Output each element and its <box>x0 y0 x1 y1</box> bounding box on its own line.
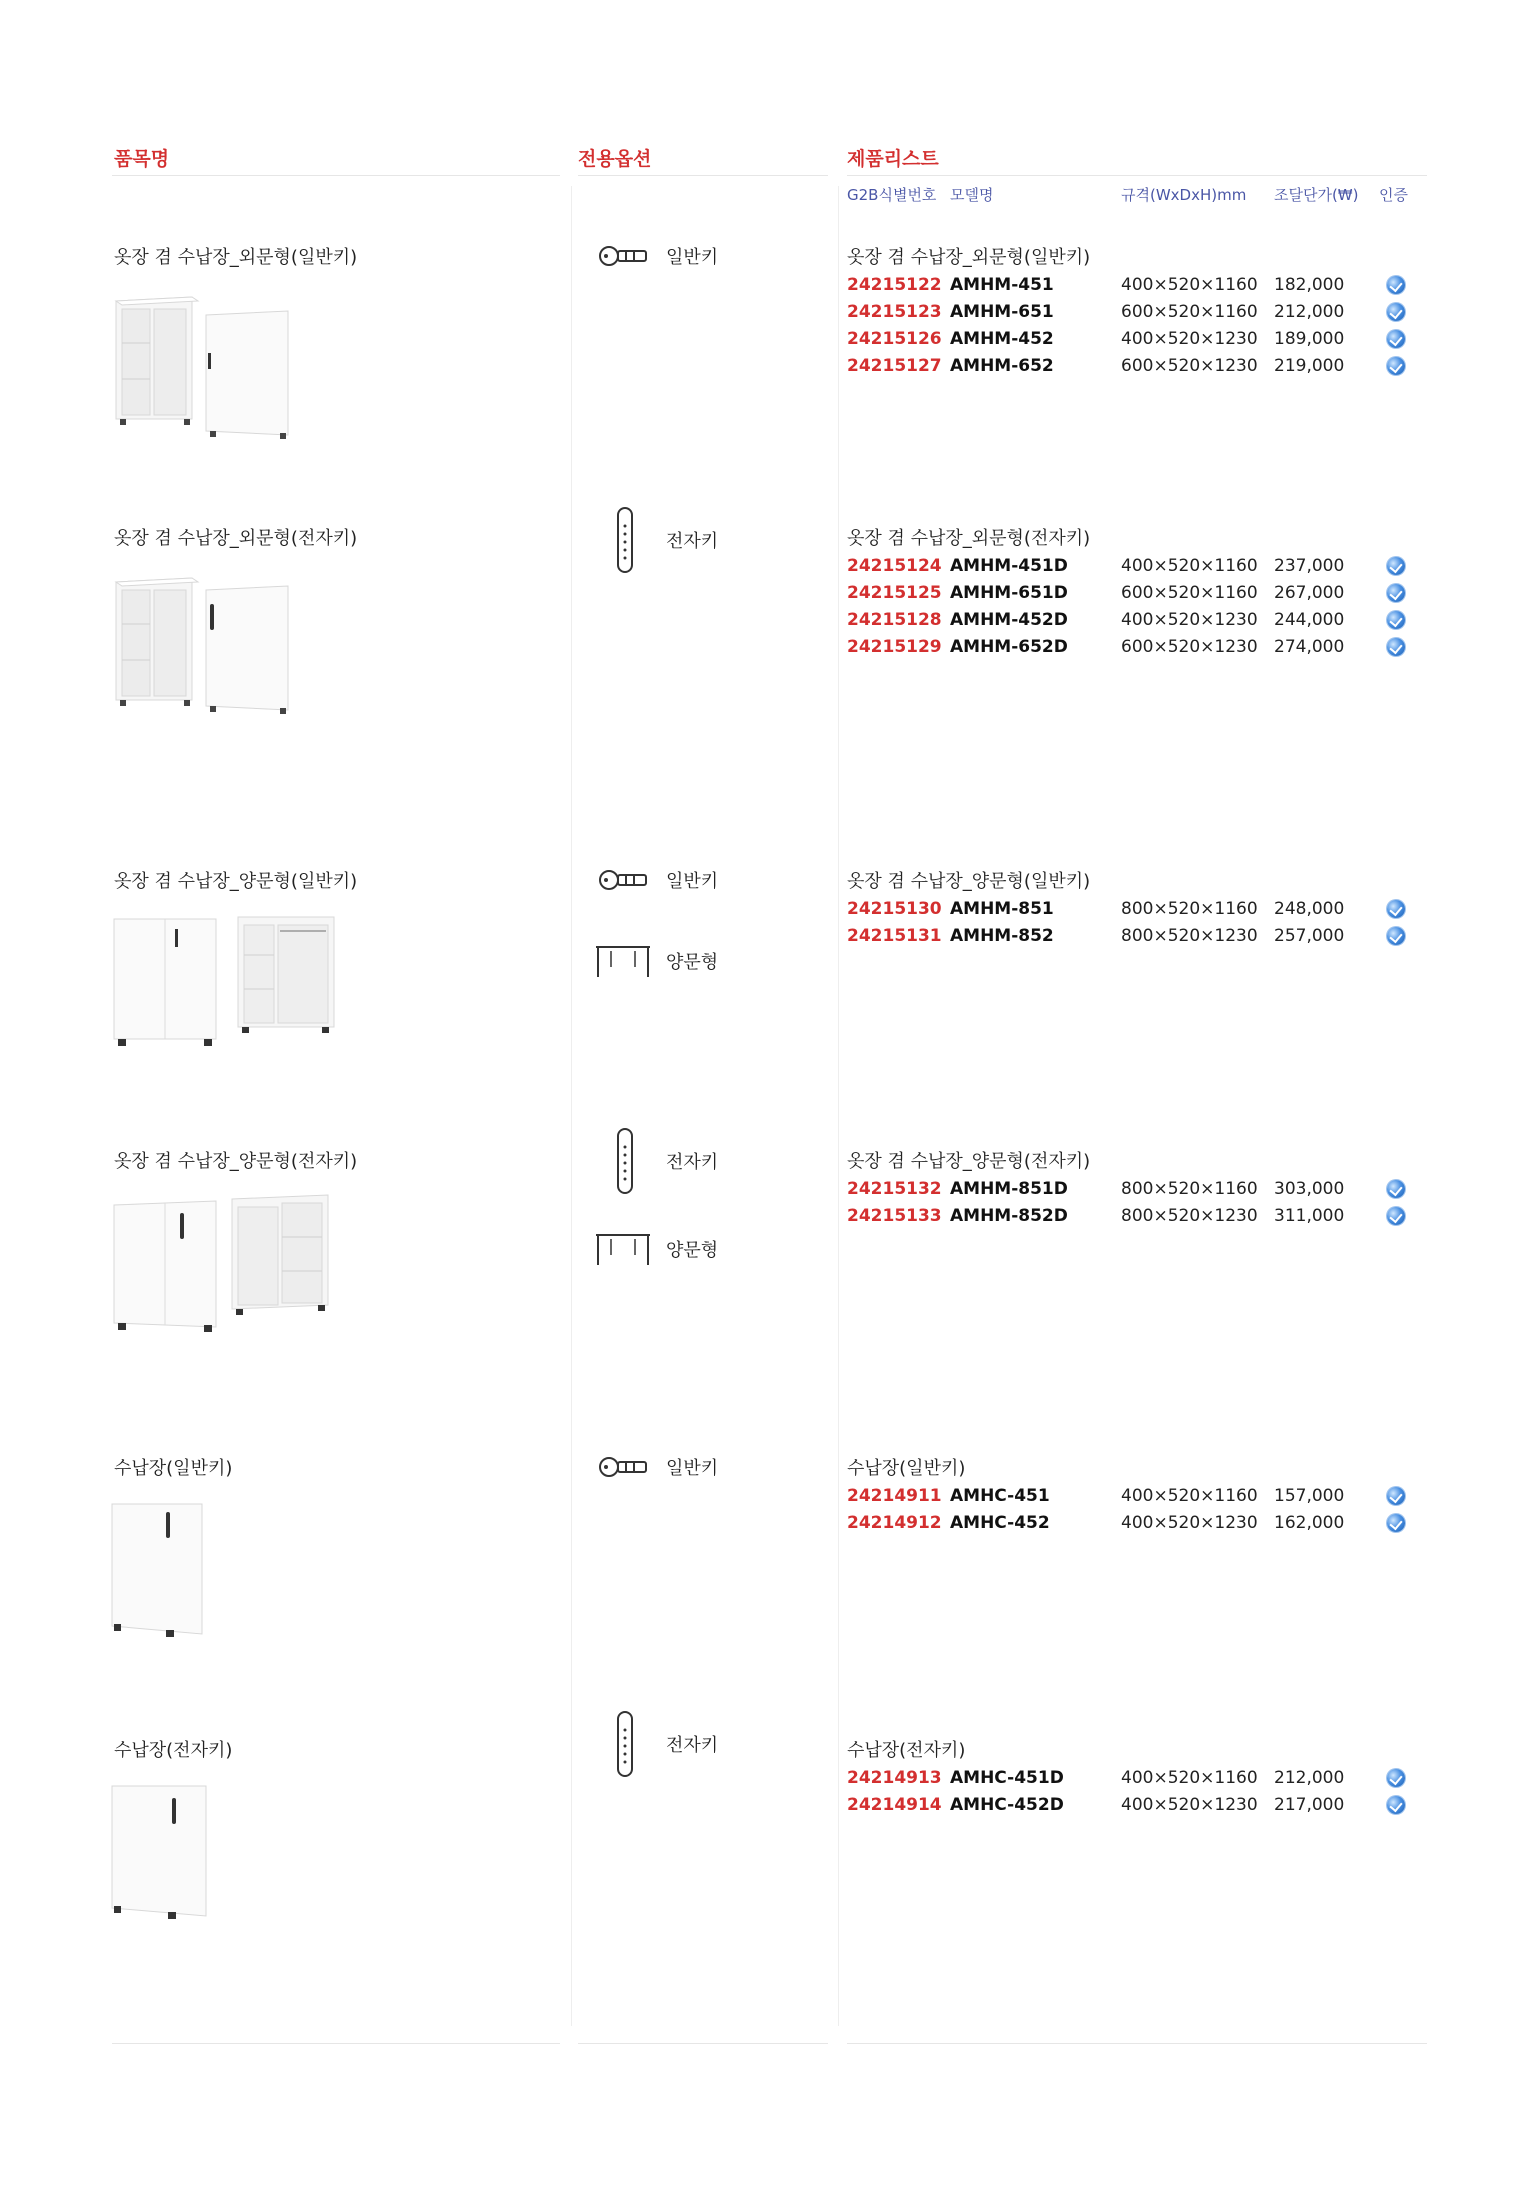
g2b-code: 24215128 <box>847 610 942 630</box>
table-row <box>847 1179 1427 1206</box>
model-number: AMHM-852D <box>950 1206 1068 1226</box>
model-number: AMHC-452 <box>950 1513 1050 1533</box>
model-number: AMHC-452D <box>950 1795 1064 1815</box>
model-number: AMHM-651 <box>950 302 1054 322</box>
table-row <box>847 610 1427 637</box>
option-label: 일반키 <box>666 1458 719 1479</box>
double-door-icon <box>594 943 652 979</box>
model-number: AMHM-452 <box>950 329 1054 349</box>
model-number: AMHM-651D <box>950 583 1068 603</box>
product-image <box>108 907 348 1057</box>
product-name: 옷장 겸 수납장_외문형(일반키) <box>114 247 358 268</box>
product-image <box>108 1494 218 1644</box>
price: 274,000 <box>1274 637 1345 657</box>
spec: 400×520×1160 <box>1121 556 1258 576</box>
product-name: 수납장(전자키) <box>114 1740 233 1761</box>
g2b-code: 24215126 <box>847 329 942 349</box>
spec: 800×520×1160 <box>1121 899 1258 919</box>
certification-badge-icon <box>1387 1487 1405 1505</box>
header-divider <box>847 175 1427 176</box>
col-header-g2b: G2B식별번호 <box>847 186 937 204</box>
digital-lock-icon <box>612 1125 638 1197</box>
product-image <box>108 283 298 443</box>
product-name: 옷장 겸 수납장_외문형(전자키) <box>114 528 358 549</box>
footer-divider <box>578 2043 828 2044</box>
certification-badge-icon <box>1387 1514 1405 1532</box>
table-row <box>847 302 1427 329</box>
option-label: 양문형 <box>666 952 719 973</box>
price: 217,000 <box>1274 1795 1345 1815</box>
spec: 600×520×1160 <box>1121 302 1258 322</box>
column-divider <box>838 186 839 2026</box>
g2b-code: 24214911 <box>847 1486 942 1506</box>
table-row <box>847 275 1427 302</box>
option-label: 전자키 <box>666 531 719 552</box>
g2b-code: 24215133 <box>847 1206 942 1226</box>
model-number: AMHM-452D <box>950 610 1068 630</box>
spec: 400×520×1230 <box>1121 1795 1258 1815</box>
product-image <box>108 564 298 724</box>
g2b-code: 24215131 <box>847 926 942 946</box>
certification-badge-icon <box>1387 303 1405 321</box>
header-options: 전용옵션 <box>578 148 652 170</box>
g2b-code: 24215132 <box>847 1179 942 1199</box>
key-icon <box>598 868 652 892</box>
spec: 400×520×1230 <box>1121 329 1258 349</box>
table-row <box>847 356 1427 383</box>
option-label: 양문형 <box>666 1240 719 1261</box>
col-header-price: 조달단가(₩) <box>1274 186 1359 204</box>
price: 248,000 <box>1274 899 1345 919</box>
option-label: 일반키 <box>666 247 719 268</box>
price: 219,000 <box>1274 356 1345 376</box>
certification-badge-icon <box>1387 330 1405 348</box>
g2b-code: 24214913 <box>847 1768 942 1788</box>
option-item <box>612 1125 718 1197</box>
model-number: AMHM-851 <box>950 899 1054 919</box>
price: 244,000 <box>1274 610 1345 630</box>
g2b-code: 24215127 <box>847 356 942 376</box>
option-label: 전자키 <box>666 1735 719 1756</box>
table-row <box>847 1206 1427 1233</box>
certification-badge-icon <box>1387 900 1405 918</box>
column-divider <box>571 186 572 2026</box>
product-list-title: 수납장(일반키) <box>847 1458 966 1479</box>
header-product-list: 제품리스트 <box>847 148 939 170</box>
table-row <box>847 926 1427 953</box>
g2b-code: 24214912 <box>847 1513 942 1533</box>
footer-divider <box>847 2043 1427 2044</box>
table-row <box>847 583 1427 610</box>
header-product-name: 품목명 <box>114 148 170 170</box>
price: 257,000 <box>1274 926 1345 946</box>
certification-badge-icon <box>1387 557 1405 575</box>
digital-lock-icon <box>612 504 638 576</box>
table-row <box>847 637 1427 664</box>
product-list-title: 옷장 겸 수납장_외문형(일반키) <box>847 247 1091 268</box>
product-name: 수납장(일반키) <box>114 1458 233 1479</box>
option-item <box>594 1231 718 1267</box>
certification-badge-icon <box>1387 611 1405 629</box>
g2b-code: 24215124 <box>847 556 942 576</box>
spec: 800×520×1230 <box>1121 926 1258 946</box>
product-name: 옷장 겸 수납장_양문형(일반키) <box>114 871 358 892</box>
price: 212,000 <box>1274 302 1345 322</box>
model-number: AMHM-852 <box>950 926 1054 946</box>
certification-badge-icon <box>1387 584 1405 602</box>
certification-badge-icon <box>1387 1207 1405 1225</box>
table-row <box>847 1795 1427 1822</box>
col-header-model: 모델명 <box>950 186 994 204</box>
product-list-title: 옷장 겸 수납장_양문형(전자키) <box>847 1151 1091 1172</box>
table-row <box>847 556 1427 583</box>
model-number: AMHM-451D <box>950 556 1068 576</box>
price: 189,000 <box>1274 329 1345 349</box>
header-divider <box>112 175 560 176</box>
option-item <box>598 1454 718 1480</box>
price: 237,000 <box>1274 556 1345 576</box>
table-row <box>847 1768 1427 1795</box>
key-icon <box>598 1455 652 1479</box>
certification-badge-icon <box>1387 357 1405 375</box>
col-header-spec: 규격(WxDxH)mm <box>1121 186 1247 204</box>
model-number: AMHM-851D <box>950 1179 1068 1199</box>
g2b-code: 24215122 <box>847 275 942 295</box>
price: 212,000 <box>1274 1768 1345 1788</box>
table-row <box>847 899 1427 926</box>
spec: 800×520×1230 <box>1121 1206 1258 1226</box>
certification-badge-icon <box>1387 276 1405 294</box>
certification-badge-icon <box>1387 638 1405 656</box>
product-image <box>108 1187 348 1347</box>
spec: 400×520×1160 <box>1121 1486 1258 1506</box>
spec: 600×520×1230 <box>1121 637 1258 657</box>
certification-badge-icon <box>1387 1180 1405 1198</box>
table-row <box>847 329 1427 356</box>
product-image <box>108 1776 218 1926</box>
certification-badge-icon <box>1387 927 1405 945</box>
g2b-code: 24215129 <box>847 637 942 657</box>
price: 311,000 <box>1274 1206 1345 1226</box>
price: 162,000 <box>1274 1513 1345 1533</box>
spec: 800×520×1160 <box>1121 1179 1258 1199</box>
price: 267,000 <box>1274 583 1345 603</box>
spec: 400×520×1160 <box>1121 1768 1258 1788</box>
g2b-code: 24214914 <box>847 1795 942 1815</box>
option-item <box>612 504 718 576</box>
product-list-title: 옷장 겸 수납장_외문형(전자키) <box>847 528 1091 549</box>
model-number: AMHM-652D <box>950 637 1068 657</box>
price: 157,000 <box>1274 1486 1345 1506</box>
option-item <box>612 1708 718 1780</box>
model-number: AMHC-451 <box>950 1486 1050 1506</box>
table-row <box>847 1513 1427 1540</box>
key-icon <box>598 244 652 268</box>
spec: 400×520×1230 <box>1121 1513 1258 1533</box>
footer-divider <box>112 2043 560 2044</box>
spec: 600×520×1160 <box>1121 583 1258 603</box>
price: 182,000 <box>1274 275 1345 295</box>
g2b-code: 24215125 <box>847 583 942 603</box>
product-list-title: 수납장(전자키) <box>847 1740 966 1761</box>
product-name: 옷장 겸 수납장_양문형(전자키) <box>114 1151 358 1172</box>
certification-badge-icon <box>1387 1796 1405 1814</box>
option-label: 전자키 <box>666 1152 719 1173</box>
model-number: AMHC-451D <box>950 1768 1064 1788</box>
certification-badge-icon <box>1387 1769 1405 1787</box>
option-item <box>594 943 718 979</box>
col-header-cert: 인증 <box>1379 186 1408 204</box>
g2b-code: 24215123 <box>847 302 942 322</box>
option-item <box>598 243 718 269</box>
model-number: AMHM-652 <box>950 356 1054 376</box>
table-row <box>847 1486 1427 1513</box>
spec: 400×520×1160 <box>1121 275 1258 295</box>
g2b-code: 24215130 <box>847 899 942 919</box>
model-number: AMHM-451 <box>950 275 1054 295</box>
spec: 400×520×1230 <box>1121 610 1258 630</box>
option-item <box>598 867 718 893</box>
option-label: 일반키 <box>666 871 719 892</box>
double-door-icon <box>594 1231 652 1267</box>
spec: 600×520×1230 <box>1121 356 1258 376</box>
price: 303,000 <box>1274 1179 1345 1199</box>
digital-lock-icon <box>612 1708 638 1780</box>
header-divider <box>578 175 828 176</box>
product-list-title: 옷장 겸 수납장_양문형(일반키) <box>847 871 1091 892</box>
